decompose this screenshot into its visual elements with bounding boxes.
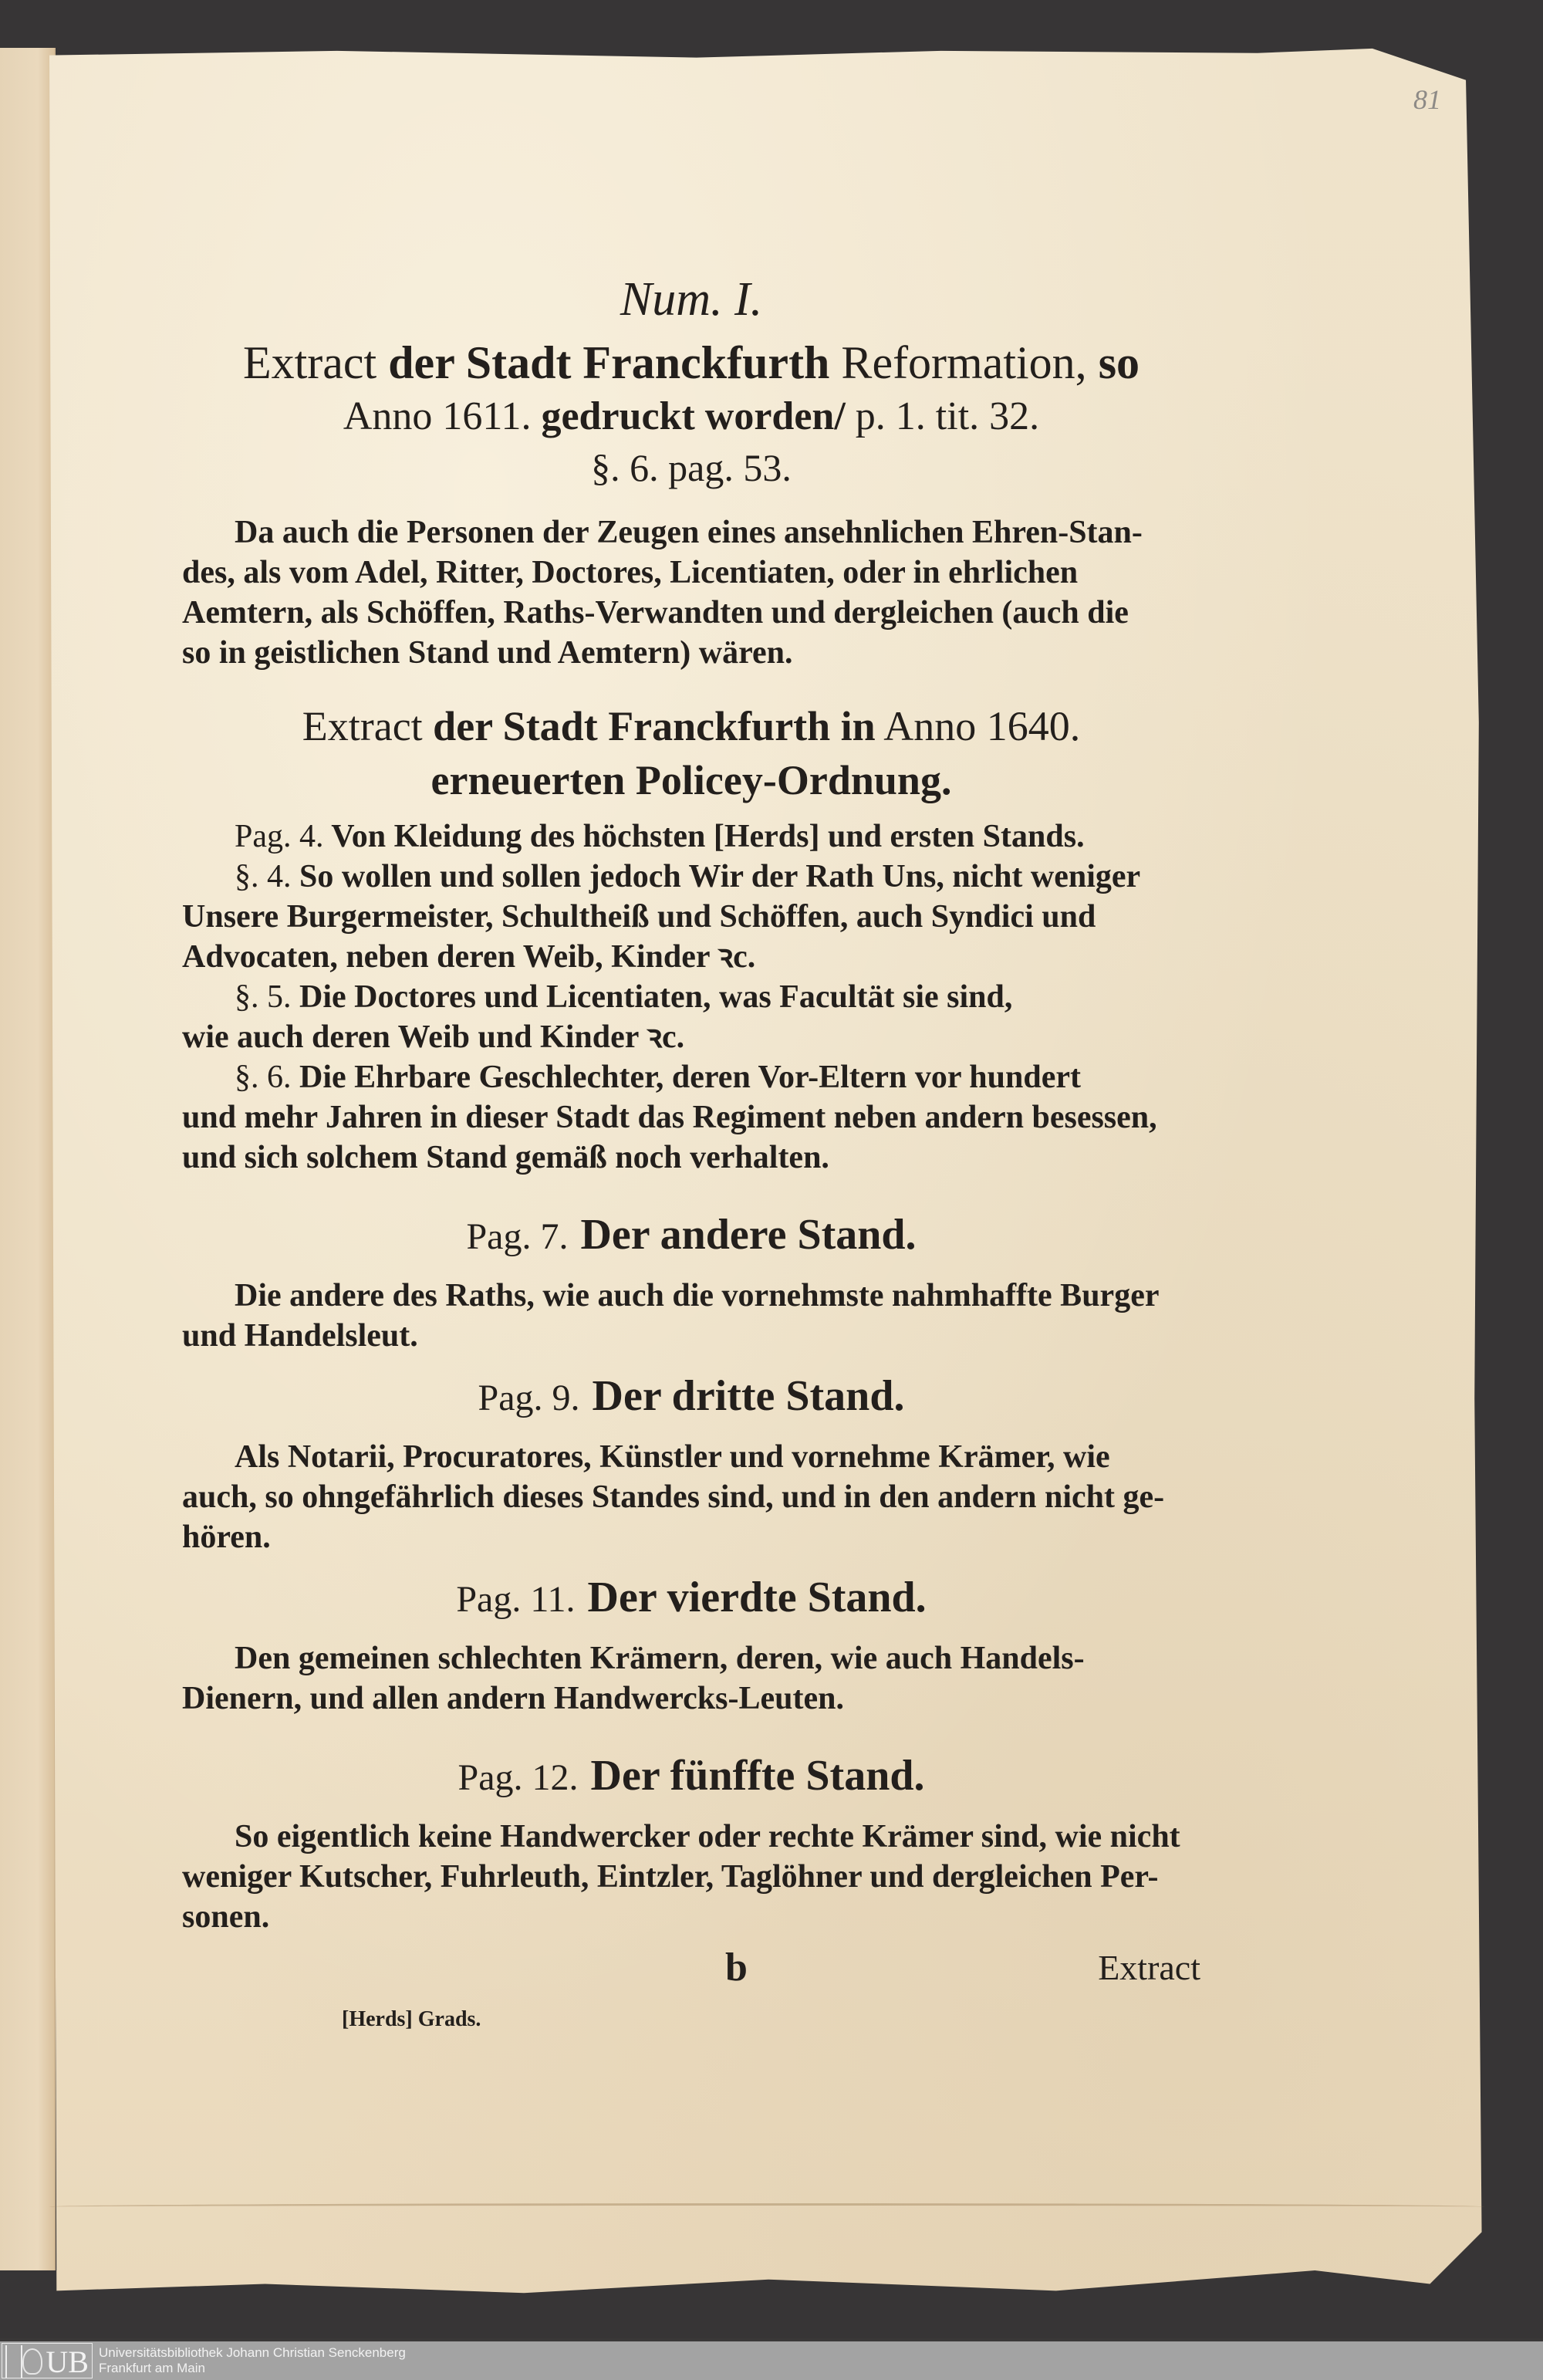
heading1-line2	[182, 390, 1200, 443]
section-title-text: Von Kleidung des höchsten [Herds] und ersten Stands.	[331, 819, 1085, 854]
heading1-line3: §. 6. pag. 53.	[591, 446, 792, 489]
text-line: Dienern, und allen andern Handwercks-Leuten.	[182, 1681, 844, 1716]
heading2-line2: erneuerten Policey-Ordnung.	[430, 757, 952, 803]
paragraph-witnesses	[182, 512, 1200, 673]
signature-mark: b	[725, 1946, 748, 1990]
stand-heading-third	[182, 1367, 1200, 1428]
heading1-extract: Extract	[242, 337, 377, 388]
text-line: Die Ehrbare Geschlechter, deren Vor-Eltern vor hundert	[299, 1060, 1081, 1095]
stand-page-ref: Pag. 9.	[478, 1378, 580, 1418]
heading1-reference: p. 1. tit. 32.	[855, 394, 1040, 438]
text-line: des, als vom Adel, Ritter, Doctores, Licentiaten, oder in ehrlichen	[182, 555, 1079, 590]
library-footer-bar	[0, 2341, 1543, 2380]
heading2-line1	[182, 699, 1200, 753]
text-line: auch, so ohngefährlich dieses Standes sind, und in den andern nicht ge-	[182, 1479, 1165, 1515]
text-line: hören.	[182, 1520, 271, 1555]
heading1-printed: gedruckt worden/	[541, 394, 846, 438]
text-column	[182, 272, 1200, 2053]
footnote: [Herds] Grads.	[342, 2007, 481, 2031]
pencil-folio-number: 81	[1413, 84, 1441, 115]
text-line: und mehr Jahren in dieser Stadt das Regiment neben andern besessen,	[182, 1100, 1157, 1135]
previous-leaf-edge	[0, 48, 56, 2270]
text-line: Advocaten, neben deren Weib, Kinder ꝛc.	[182, 939, 756, 975]
clause-mark: §. 6.	[235, 1060, 292, 1095]
library-logo	[2, 2343, 93, 2378]
stand-title: Der fünffte Stand.	[590, 1752, 925, 1800]
stand-title: Der dritte Stand.	[592, 1372, 905, 1420]
clause-6	[182, 1057, 1200, 1097]
text-line: wie auch deren Weib und Kinder ꝛc.	[182, 1019, 685, 1055]
stand-page-ref: Pag. 12.	[457, 1757, 579, 1798]
text-line: So wollen und sollen jedoch Wir der Rath Uns, nicht weniger	[299, 859, 1141, 894]
stand-text-fifth	[182, 1817, 1200, 1937]
text-line: weniger Kutscher, Fuhrleuth, Eintzler, Taglöhner und dergleichen Per-	[182, 1859, 1159, 1895]
heading2-year: Anno 1640.	[883, 703, 1081, 749]
library-city: Frankfurt am Main	[99, 2361, 205, 2375]
document-number: Num. I.	[620, 273, 763, 326]
stand-page-ref: Pag. 7.	[466, 1216, 569, 1257]
section-page-ref: Pag. 4.	[235, 819, 324, 854]
text-line: so in geistlichen Stand und Aemtern) wären.	[182, 635, 793, 671]
section-title	[182, 816, 1200, 857]
text-line: Da auch die Personen der Zeugen eines ansehnlichen Ehren-Stan-	[235, 515, 1143, 550]
clause-mark: §. 4.	[235, 859, 292, 894]
column-icon	[5, 2345, 22, 2378]
text-line: Den gemeinen schlechten Krämern, deren, wie auch Handels-	[235, 1641, 1085, 1676]
text-line: Die andere des Raths, wie auch die vornehmste nahmhaffte Burger	[235, 1278, 1160, 1313]
stand-text-second	[182, 1276, 1200, 1356]
heading1-reformation: Reformation,	[841, 337, 1087, 388]
page-foot	[182, 1945, 1200, 2053]
text-line: So eigentlich keine Handwercker oder rechte Krämer sind, wie nicht	[235, 1819, 1180, 1854]
stand-title: Der andere Stand.	[580, 1211, 917, 1259]
heading2-extract: Extract	[302, 703, 423, 749]
clause-4	[182, 857, 1200, 897]
heading1-city: der Stadt Franckfurth	[388, 337, 830, 388]
heading2-city: der Stadt Franckfurth in	[433, 703, 876, 749]
text-line: und Handelsleut.	[182, 1318, 418, 1354]
stand-title: Der vierdte Stand.	[587, 1574, 927, 1621]
stand-text-fourth	[182, 1638, 1200, 1719]
clause-mark: §. 5.	[235, 979, 292, 1015]
portrait-icon	[22, 2348, 42, 2375]
library-name-block	[99, 2345, 406, 2376]
heading1-so: so	[1098, 337, 1140, 388]
library-name: Universitätsbibliothek Johann Christian Senckenberg	[99, 2345, 406, 2360]
stand-heading-second	[182, 1205, 1200, 1266]
heading1-line1	[182, 335, 1200, 390]
stand-heading-fourth	[182, 1568, 1200, 1629]
text-line: Unsere Burgermeister, Schultheiß und Schöffen, auch Syndici und	[182, 899, 1096, 935]
text-line: Die Doctores und Licentiaten, was Facultät sie sind,	[299, 979, 1013, 1015]
stand-text-third	[182, 1437, 1200, 1557]
text-line: und sich solchem Stand gemäß noch verhalten.	[182, 1140, 829, 1175]
library-logo-letters: UB	[46, 2345, 89, 2379]
text-line: Als Notarii, Procuratores, Künstler und vornehme Krämer, wie	[235, 1439, 1110, 1475]
heading1-year: Anno 1611.	[343, 394, 532, 438]
stand-heading-fifth	[182, 1746, 1200, 1807]
clause-5	[182, 977, 1200, 1017]
text-line: Aemtern, als Schöffen, Raths-Verwandten und dergleichen (auch die	[182, 595, 1129, 630]
catchword: Extract	[1098, 1948, 1200, 1987]
stand-page-ref: Pag. 11.	[456, 1579, 576, 1620]
text-line: sonen.	[182, 1899, 270, 1935]
section-first-estate	[182, 816, 1200, 1178]
page-fold-line	[49, 2203, 1484, 2210]
